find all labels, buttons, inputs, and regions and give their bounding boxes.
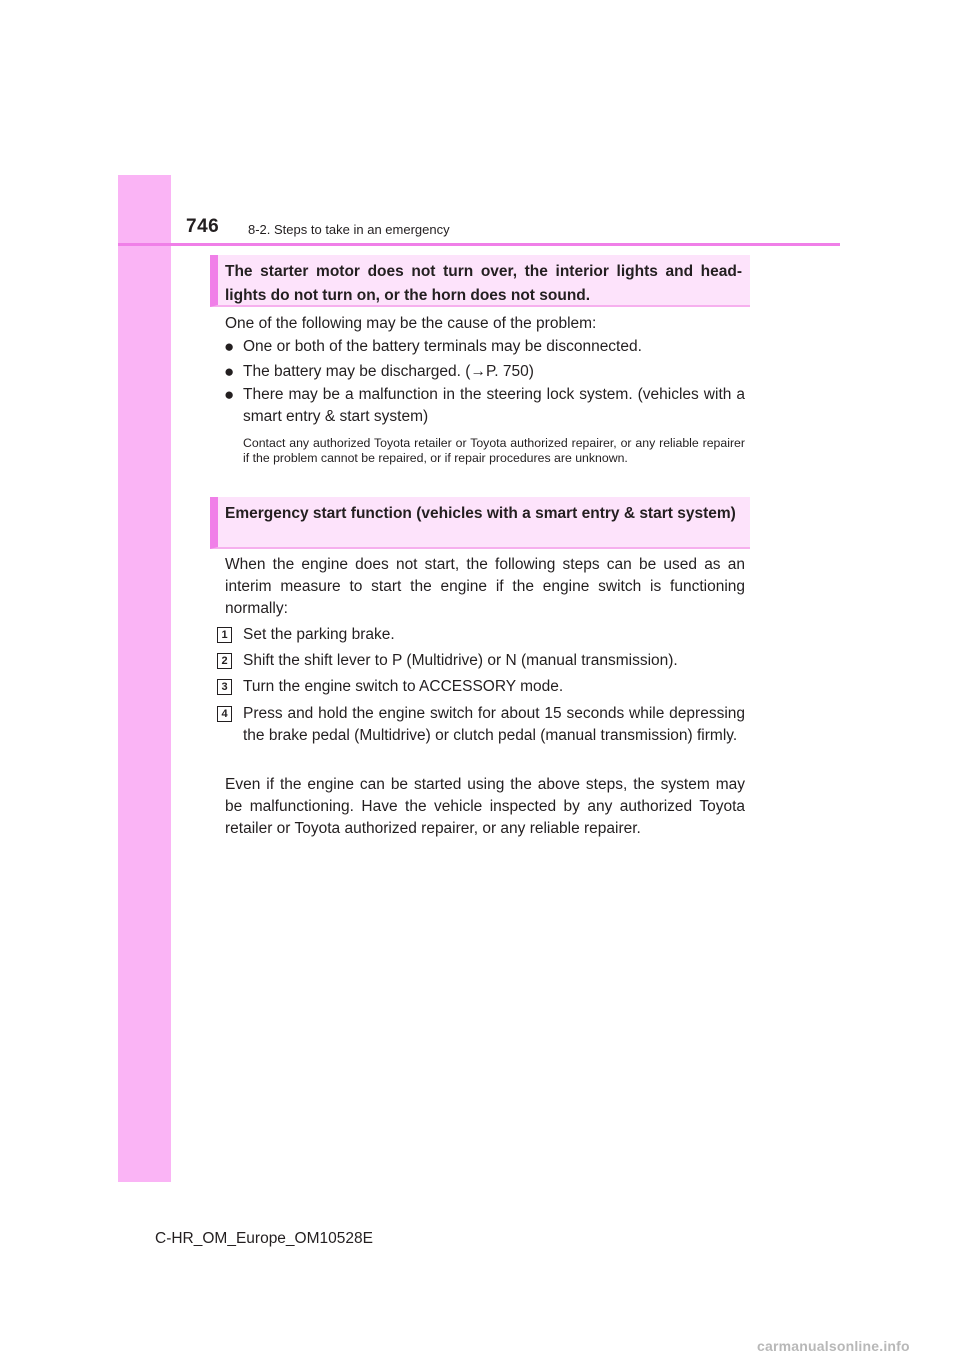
note-text: Contact any authorized Toyota retailer or Toyota authorized repairer, or any reliable repairer if the problem cannot be repaired, or if repair procedures are unknown. xyxy=(243,436,745,465)
bullet-item: The battery may be discharged. (→P. 750) xyxy=(243,363,534,380)
bullet-icon: ● xyxy=(224,337,235,356)
heading-starter-problem: The starter motor does not turn over, the interior lights and head-lights do not turn on, or the horn does not sound. xyxy=(210,255,750,307)
intro-text: One of the following may be the cause of the problem: xyxy=(225,315,597,332)
bullet-item: There may be a malfunction in the steering lock system. (vehicles with a smart entry & start system) xyxy=(243,386,745,425)
step-text: Set the parking brake. xyxy=(243,626,395,643)
document-code: C-HR_OM_Europe_OM10528E xyxy=(155,1230,373,1247)
step-text: Turn the engine switch to ACCESSORY mode. xyxy=(243,678,564,695)
header-rule xyxy=(118,243,840,246)
closing-text: Even if the engine can be started using the above steps, the system may be malfunctioning. Have the vehicle inspected by any authorized Toyota retailer or Toyota authorized repairer, or any reliable repairer. xyxy=(225,776,745,837)
bullet-icon: ● xyxy=(224,385,235,404)
heading-emergency-start: Emergency start function (vehicles with a smart entry & start system) xyxy=(210,497,750,549)
step-number-box: 2 xyxy=(217,653,232,669)
step-number-box: 3 xyxy=(217,679,232,695)
watermark: carmanualsonline.info xyxy=(757,1338,910,1354)
bullet-item: One or both of the battery terminals may be disconnected. xyxy=(243,338,642,355)
page-number: 746 xyxy=(186,216,220,237)
intro-text: When the engine does not start, the following steps can be used as an interim measure to start the engine if the engine switch is functioning normally: xyxy=(225,556,745,617)
bullet-icon: ● xyxy=(224,362,235,381)
step-number-box: 4 xyxy=(217,706,232,722)
step-text: Shift the shift lever to P (Multidrive) or N (manual transmission). xyxy=(243,652,678,669)
step-text: Press and hold the engine switch for about 15 seconds while depressing the brake pedal (Multidrive) or clutch pedal (manual transmission) firmly. xyxy=(243,705,745,744)
section-title: 8-2. Steps to take in an emergency xyxy=(248,222,450,237)
step-number-box: 1 xyxy=(217,627,232,643)
side-tab-bar xyxy=(118,175,171,1182)
